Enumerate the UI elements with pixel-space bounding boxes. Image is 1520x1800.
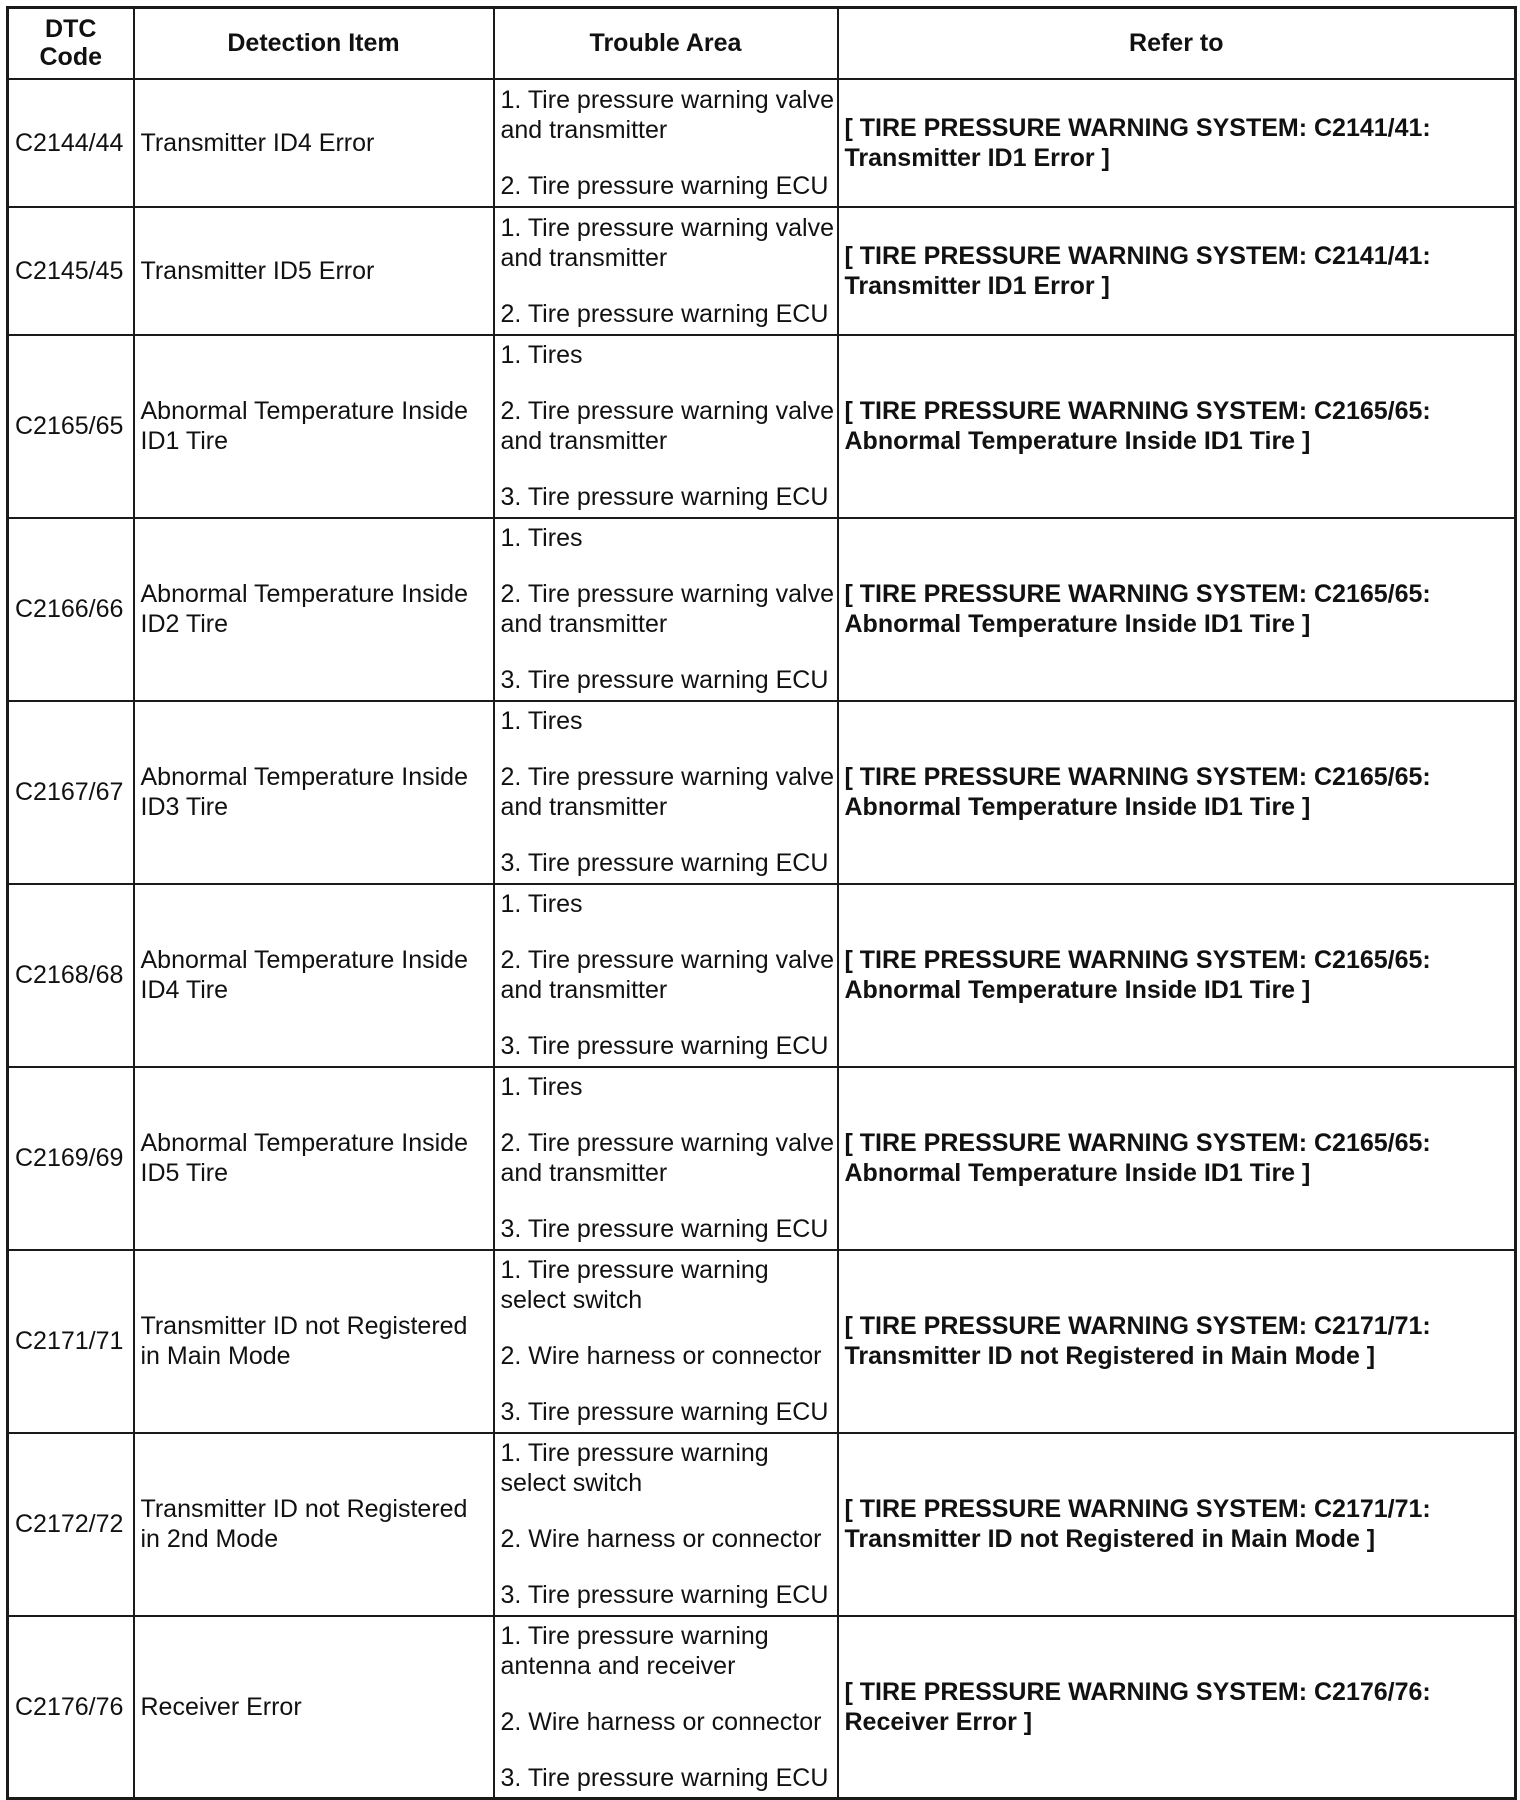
trouble-area-item: 1. Tire pressure warning antenna and receiver [500, 1621, 769, 1680]
table-row [8, 1433, 1516, 1616]
trouble-area-item: 2. Tire pressure warning ECU [500, 299, 829, 328]
detection-item: Abnormal Temperature Inside ID1 Tire [134, 335, 494, 518]
detection-item: Abnormal Temperature Inside ID2 Tire [134, 518, 494, 701]
trouble-area-item: 1. Tires [500, 341, 583, 369]
detection-item: Abnormal Temperature Inside ID5 Tire [134, 1067, 494, 1250]
detection-item: Transmitter ID5 Error [134, 207, 494, 335]
table-row [8, 1616, 1516, 1799]
refer-to [838, 518, 1516, 701]
dtc-code: C2145/45 [8, 207, 134, 335]
dtc-code: C2144/44 [8, 79, 134, 207]
trouble-area-item: 1. Tire pressure warning select switch [500, 1256, 769, 1314]
dtc-code: C2171/71 [8, 1250, 134, 1433]
refer-to-line: [ TIRE PRESSURE WARNING SYSTEM: C2165/65: [844, 1129, 1431, 1157]
dtc-code: C2165/65 [8, 335, 134, 518]
trouble-area-item: 2. Tire pressure warning valve and transmitter [500, 397, 834, 455]
trouble-area-item: 2. Wire harness or connector [500, 1342, 822, 1370]
trouble-area-item: 3. Tire pressure warning ECU [500, 483, 829, 511]
trouble-area-item: 3. Tire pressure warning ECU [500, 1398, 829, 1426]
refer-to-line: Abnormal Temperature Inside ID1 Tire ] [844, 976, 1311, 1004]
trouble-area-item: 3. Tire pressure warning ECU [500, 1763, 829, 1792]
refer-to-line: [ TIRE PRESSURE WARNING SYSTEM: C2171/71: [844, 1495, 1431, 1523]
detection-item: Abnormal Temperature Inside ID3 Tire [134, 701, 494, 884]
trouble-area-item: 3. Tire pressure warning ECU [500, 849, 829, 877]
refer-to-line: Transmitter ID1 Error ] [844, 143, 1110, 172]
refer-to-line: [ TIRE PRESSURE WARNING SYSTEM: C2141/41: [844, 113, 1431, 142]
refer-to [838, 701, 1516, 884]
refer-to-line: Receiver Error ] [844, 1707, 1033, 1736]
trouble-area-item: 2. Tire pressure warning ECU [500, 171, 829, 200]
table-row [8, 1250, 1516, 1433]
refer-to-line: Abnormal Temperature Inside ID1 Tire ] [844, 793, 1311, 821]
trouble-area-item: 3. Tire pressure warning ECU [500, 666, 829, 694]
header-dtc-code: DTC Code [8, 8, 134, 79]
trouble-area-item: 2. Wire harness or connector [500, 1707, 822, 1736]
detection-item: Transmitter ID4 Error [134, 79, 494, 207]
trouble-area-item: 3. Tire pressure warning ECU [500, 1215, 829, 1243]
header-row [8, 8, 1516, 79]
table-row [8, 884, 1516, 1067]
trouble-area-item: 1. Tire pressure warning select switch [500, 1439, 769, 1497]
table-row [8, 1067, 1516, 1250]
table-row [8, 518, 1516, 701]
refer-to-line: [ TIRE PRESSURE WARNING SYSTEM: C2171/71: [844, 1312, 1431, 1340]
detection-item: Transmitter ID not Registered in Main Mode [134, 1250, 494, 1433]
header-trouble-area: Trouble Area [494, 8, 838, 79]
refer-to [838, 1067, 1516, 1250]
refer-to-line: Abnormal Temperature Inside ID1 Tire ] [844, 1159, 1311, 1187]
trouble-area [494, 884, 838, 1067]
refer-to [838, 884, 1516, 1067]
table-row [8, 335, 1516, 518]
dtc-code: C2176/76 [8, 1616, 134, 1799]
refer-to [838, 335, 1516, 518]
refer-to [838, 1250, 1516, 1433]
trouble-area [494, 701, 838, 884]
header-refer-to: Refer to [838, 8, 1516, 79]
trouble-area-item: 3. Tire pressure warning ECU [500, 1032, 829, 1060]
header-detection-item: Detection Item [134, 8, 494, 79]
trouble-area-item: 2. Wire harness or connector [500, 1525, 822, 1553]
trouble-area [494, 1067, 838, 1250]
dtc-code: C2169/69 [8, 1067, 134, 1250]
trouble-area [494, 335, 838, 518]
refer-to [838, 1616, 1516, 1799]
detection-item: Transmitter ID not Registered in 2nd Mode [134, 1433, 494, 1616]
detection-item: Receiver Error [134, 1616, 494, 1799]
trouble-area-item: 1. Tires [500, 1073, 583, 1101]
dtc-code: C2167/67 [8, 701, 134, 884]
trouble-area [494, 518, 838, 701]
trouble-area-item: 2. Tire pressure warning valve and transmitter [500, 580, 834, 638]
trouble-area-item: 2. Tire pressure warning valve and transmitter [500, 946, 834, 1004]
trouble-area [494, 1616, 838, 1799]
trouble-area-item: 1. Tire pressure warning valve and transmitter [500, 85, 834, 144]
trouble-area-item: 2. Tire pressure warning valve and transmitter [500, 1129, 834, 1187]
trouble-area [494, 207, 838, 335]
refer-to-line: [ TIRE PRESSURE WARNING SYSTEM: C2165/65: [844, 946, 1431, 974]
refer-to [838, 207, 1516, 335]
refer-to-line: [ TIRE PRESSURE WARNING SYSTEM: C2165/65: [844, 763, 1431, 791]
refer-to-line: Transmitter ID1 Error ] [844, 271, 1110, 300]
refer-to-line: [ TIRE PRESSURE WARNING SYSTEM: C2165/65: [844, 580, 1431, 608]
refer-to-line: Abnormal Temperature Inside ID1 Tire ] [844, 427, 1311, 455]
refer-to [838, 79, 1516, 207]
trouble-area-item: 2. Tire pressure warning valve and transmitter [500, 763, 834, 821]
trouble-area [494, 1250, 838, 1433]
detection-item: Abnormal Temperature Inside ID4 Tire [134, 884, 494, 1067]
trouble-area-item: 1. Tire pressure warning valve and transmitter [500, 213, 834, 272]
refer-to-line: Transmitter ID not Registered in Main Mode ] [844, 1525, 1376, 1553]
refer-to-line: Transmitter ID not Registered in Main Mode ] [844, 1342, 1376, 1370]
refer-to-line: [ TIRE PRESSURE WARNING SYSTEM: C2141/41: [844, 241, 1431, 270]
trouble-area-item: 1. Tires [500, 707, 583, 735]
trouble-area-item: 3. Tire pressure warning ECU [500, 1581, 829, 1609]
refer-to-line: Abnormal Temperature Inside ID1 Tire ] [844, 610, 1311, 638]
dtc-table [6, 6, 1517, 1800]
refer-to-line: [ TIRE PRESSURE WARNING SYSTEM: C2176/76: [844, 1677, 1431, 1706]
table-row [8, 79, 1516, 207]
dtc-code: C2172/72 [8, 1433, 134, 1616]
refer-to-line: [ TIRE PRESSURE WARNING SYSTEM: C2165/65: [844, 397, 1431, 425]
dtc-code: C2168/68 [8, 884, 134, 1067]
trouble-area [494, 79, 838, 207]
table-row [8, 207, 1516, 335]
table-row [8, 701, 1516, 884]
trouble-area-item: 1. Tires [500, 890, 583, 918]
trouble-area-item: 1. Tires [500, 524, 583, 552]
dtc-code: C2166/66 [8, 518, 134, 701]
refer-to [838, 1433, 1516, 1616]
trouble-area [494, 1433, 838, 1616]
